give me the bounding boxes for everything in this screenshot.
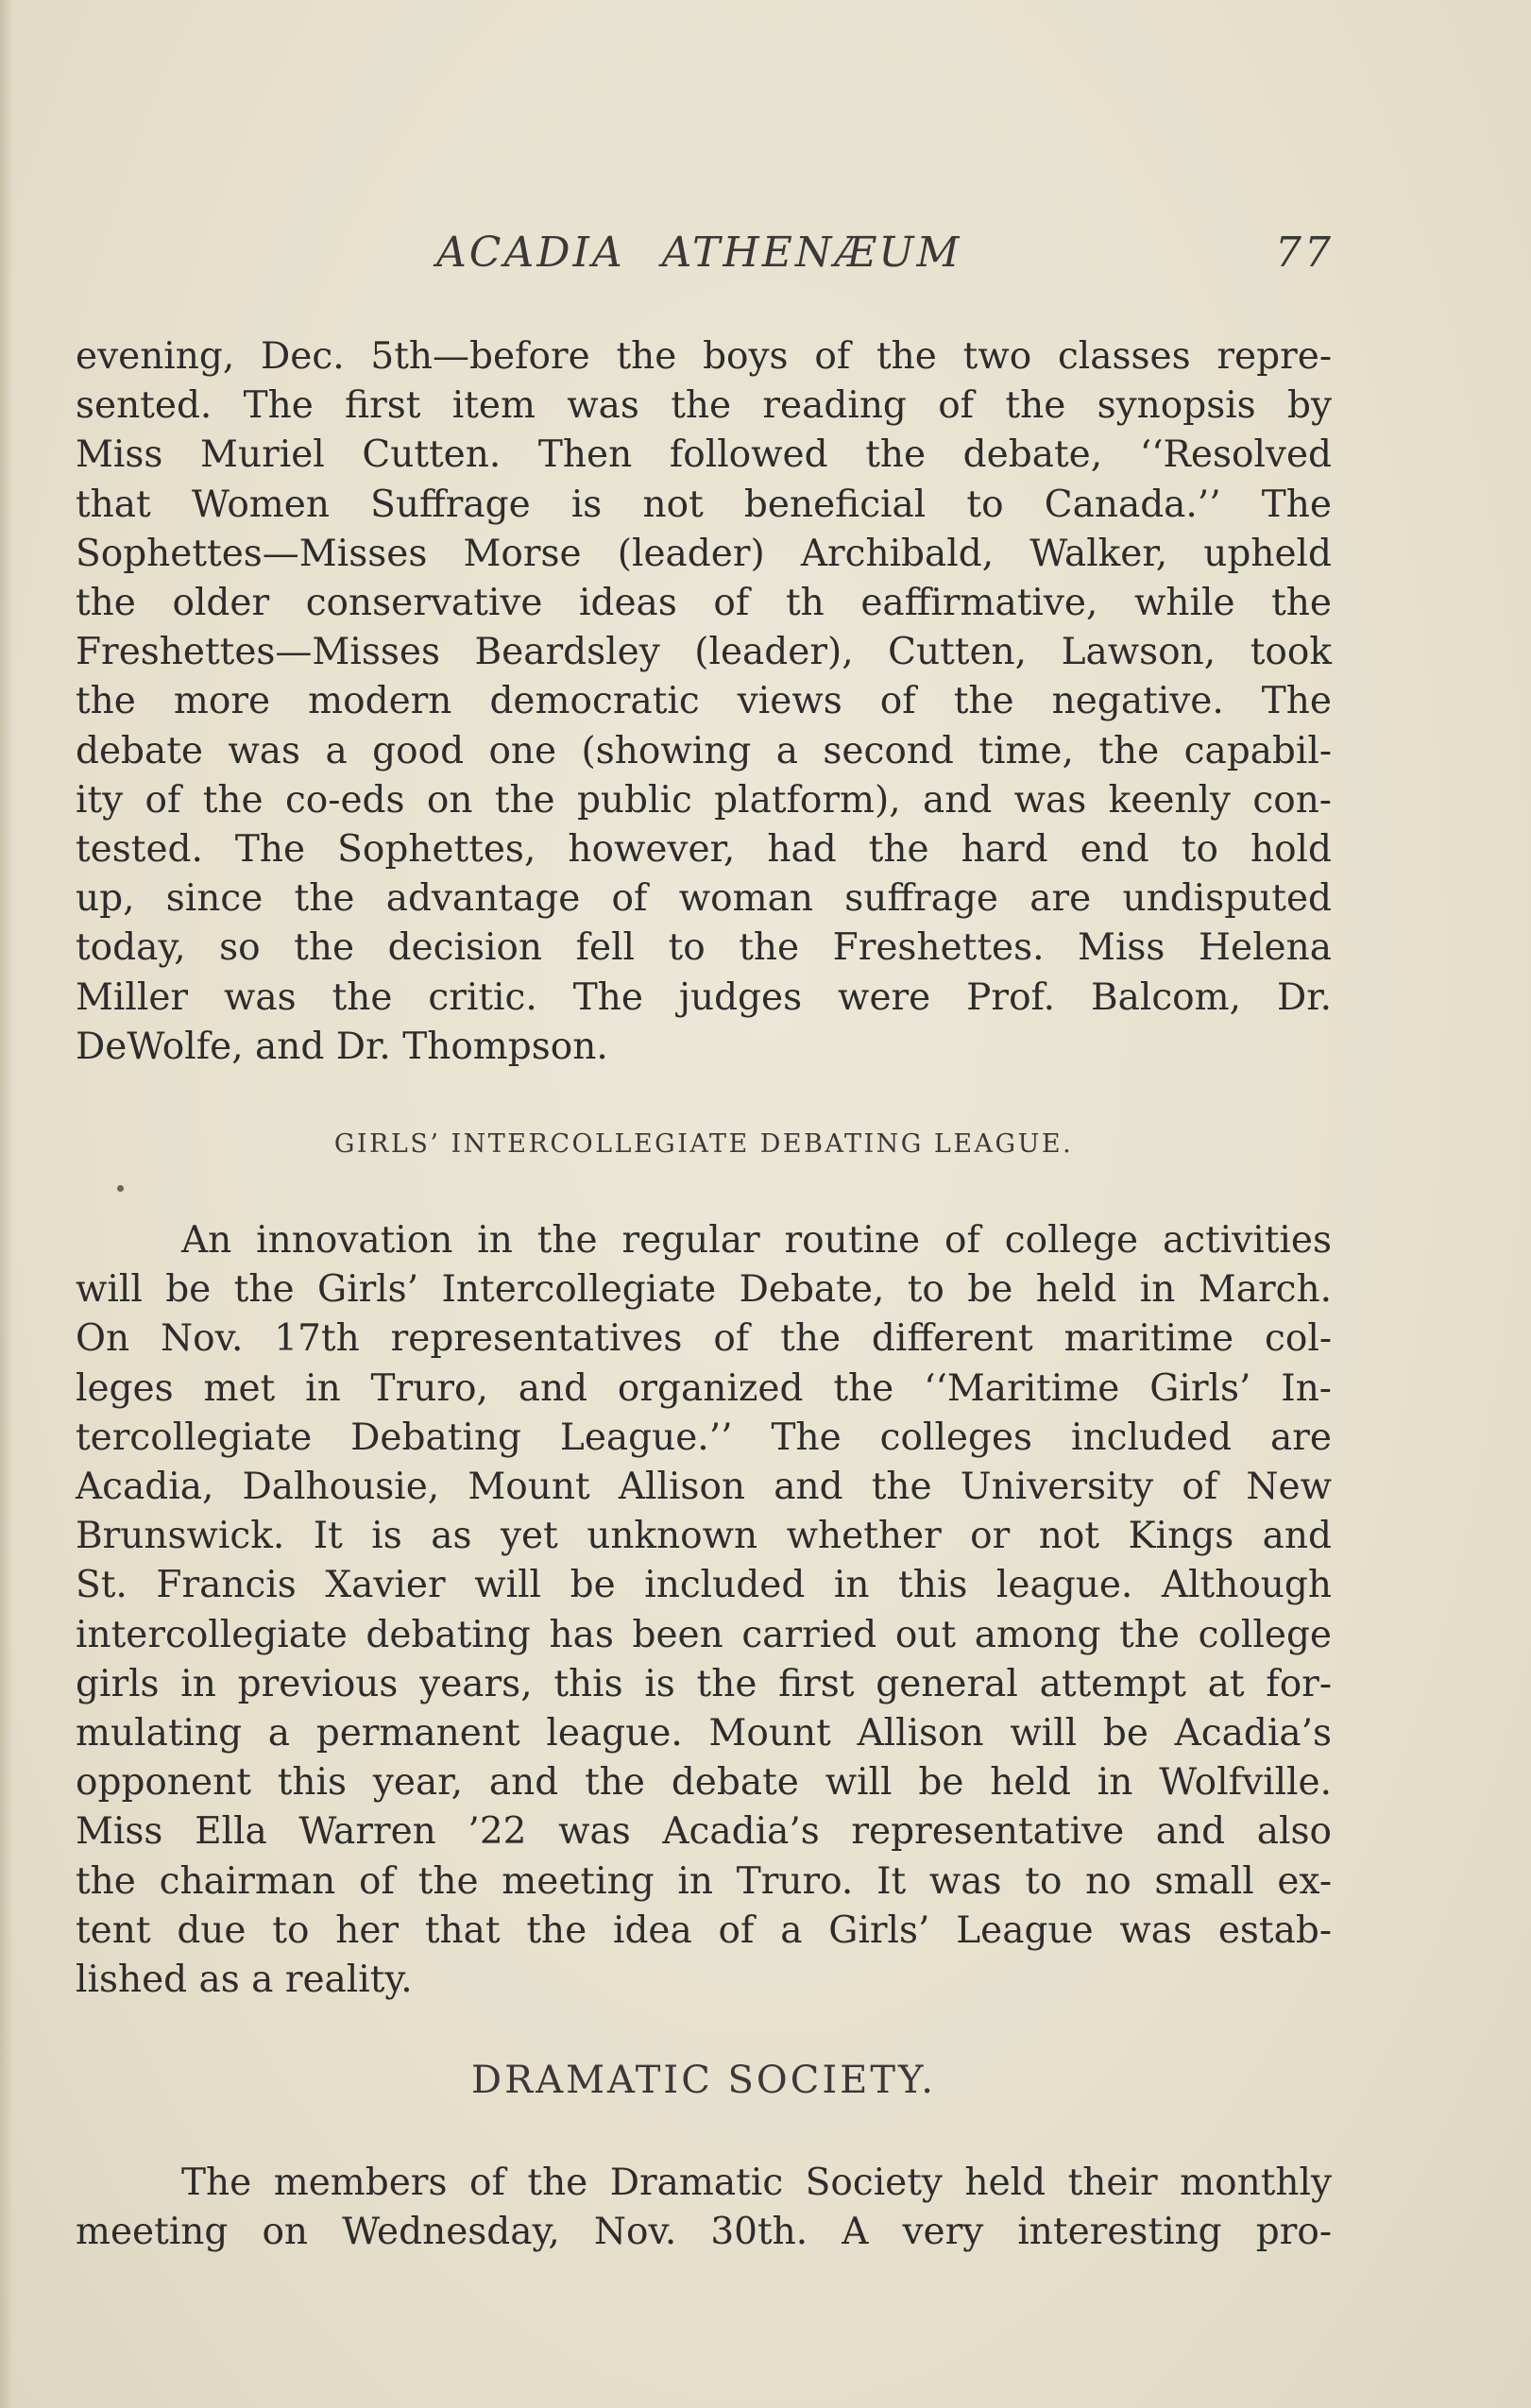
text-line: St. Francis Xavier will be included in this league. Although — [76, 1564, 1332, 1607]
text-line: DeWolfe, and Dr. Thompson. — [76, 1025, 608, 1068]
paragraph-debating-league — [76, 1216, 1332, 2005]
text-line: that Women Suffrage is not beneficial to Canada.’’ The — [76, 483, 1332, 526]
text-line: Acadia, Dalhousie, Mount Allison and the University of New — [76, 1466, 1332, 1509]
text-line: the older conservative ideas of th eaffirmative, while the — [76, 582, 1332, 625]
section-heading-debating-league: GIRLS’ INTERCOLLEGIATE DEBATING LEAGUE. — [333, 1129, 1074, 1159]
text-line: Miller was the critic. The judges were Prof. Balcom, Dr. — [76, 975, 1332, 1019]
paragraph-dramatic-society — [76, 2159, 1332, 2257]
text-line: the chairman of the meeting in Truro. It was to no small ex- — [76, 1859, 1332, 1903]
text-line: evening, Dec. 5th—before the boys of the two classes repre- — [76, 335, 1332, 378]
running-head — [436, 229, 1334, 285]
text-line: ity of the co-eds on the public platform), and was keenly con- — [76, 778, 1332, 822]
page-edge-shadow — [0, 0, 13, 2408]
text-line: tested. The Sophettes, however, had the hard end to hold — [76, 828, 1332, 872]
text-line: meeting on Wednesday, Nov. 30th. A very interesting pro- — [76, 2211, 1332, 2254]
text-line: Brunswick. It is as yet unknown whether or not Kings and — [76, 1515, 1332, 1558]
text-line: mulating a permanent league. Mount Allison will be Acadia’s — [76, 1712, 1332, 1755]
text-line: opponent this year, and the debate will be held in Wolfville. — [76, 1761, 1332, 1805]
text-line: Miss Muriel Cutten. Then followed the debate, ‘‘Resolved — [76, 433, 1332, 477]
paragraph-debate-report — [76, 332, 1332, 1072]
text-line: will be the Girls’ Intercollegiate Debate, to be held in March. — [76, 1268, 1332, 1312]
text-line: sented. The first item was the reading of the synopsis by — [76, 384, 1332, 428]
text-line: tercollegiate Debating League.’’ The colleges included are — [76, 1416, 1332, 1459]
text-line: On Nov. 17th representatives of the different maritime col- — [76, 1317, 1332, 1361]
journal-title: ACADIA ATHENÆUM — [436, 229, 962, 277]
text-line: today, so the decision fell to the Freshettes. Miss Helena — [76, 926, 1332, 970]
text-line: debate was a good one (showing a second time, the capabil- — [76, 729, 1332, 772]
text-line: intercollegiate debating has been carried out among the college — [76, 1613, 1332, 1656]
text-line: tent due to her that the idea of a Girls’ League was estab- — [76, 1908, 1332, 1952]
text-line: lished as a reality. — [76, 1959, 413, 2002]
text-line: The members of the Dramatic Society held their monthly — [181, 2162, 1332, 2204]
page-number: 77 — [1275, 229, 1334, 277]
text-line: leges met in Truro, and organized the ‘‘Maritime Girls’ In- — [76, 1366, 1332, 1410]
text-line: the more modern democratic views of the negative. The — [76, 680, 1332, 723]
text-line: girls in previous years, this is the first general attempt at for- — [76, 1662, 1332, 1705]
section-heading-dramatic-society: DRAMATIC SOCIETY. — [471, 2059, 936, 2102]
text-line: An innovation in the regular routine of college activities — [181, 1219, 1332, 1262]
text-line: Freshettes—Misses Beardsley (leader), Cutten, Lawson, took — [76, 631, 1332, 674]
text-line: up, since the advantage of woman suffrage are undisputed — [76, 877, 1332, 921]
print-speck — [117, 1185, 124, 1192]
text-line: Miss Ella Warren ’22 was Acadia’s representative and also — [76, 1810, 1332, 1854]
text-line: Sophettes—Misses Morse (leader) Archibald, Walker, upheld — [76, 532, 1332, 575]
